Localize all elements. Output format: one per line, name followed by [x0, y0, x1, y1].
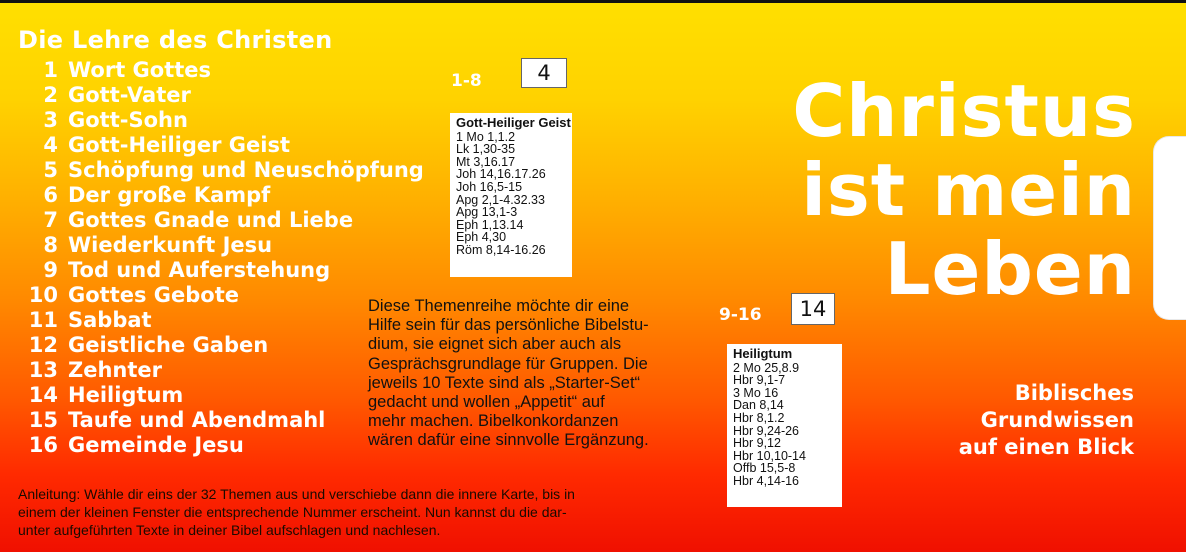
- topic-number: 12: [28, 333, 58, 357]
- description-line: Gesprächsgrundlage für Gruppen. Die: [368, 354, 648, 373]
- topic-label: Taufe und Abendmahl: [68, 408, 326, 432]
- topic-label: Gottes Gnade und Liebe: [68, 208, 354, 232]
- main-title-line: Christus: [792, 69, 1136, 153]
- topic-item: [18, 158, 424, 183]
- description-line: dium, sie eignet sich aber auch als: [368, 335, 622, 354]
- card-title-left: Gott-Heiliger Geist: [456, 115, 571, 130]
- topic-number: 4: [43, 133, 58, 157]
- topic-label: Tod und Auferstehung: [68, 258, 331, 282]
- bible-reference: Hbr 10,10-14: [733, 448, 806, 463]
- topic-item: [18, 133, 424, 158]
- topic-label: Heiligtum: [68, 383, 184, 407]
- bible-reference: Hbr 9,12: [733, 436, 781, 451]
- topic-number: 9: [43, 258, 58, 282]
- bible-reference: Dan 8,14: [733, 398, 784, 413]
- topic-item: [18, 308, 424, 333]
- topic-item: [18, 283, 424, 308]
- range-label-left: 1-8: [451, 71, 482, 91]
- topic-label: Geistliche Gaben: [68, 333, 269, 357]
- main-title: [792, 69, 1136, 311]
- topic-item: [18, 358, 424, 383]
- topic-item: [18, 108, 424, 133]
- topic-label: Sabbat: [68, 308, 152, 332]
- topic-item: [18, 83, 424, 108]
- number-window-right: 14: [791, 293, 835, 325]
- topic-number: 14: [28, 383, 58, 407]
- topic-item: [18, 233, 424, 258]
- topic-number: 16: [28, 433, 58, 457]
- topic-label: Gott-Sohn: [68, 108, 188, 132]
- subtitle-line: Biblisches: [1014, 381, 1134, 405]
- topic-number: 6: [43, 183, 58, 207]
- topic-number: 10: [28, 283, 58, 307]
- bible-reference: Joh 14,16.17.26: [456, 167, 546, 182]
- bible-reference: Mt 3,16.17: [456, 154, 516, 169]
- topic-item: [18, 258, 424, 283]
- card-title-right: Heiligtum: [733, 346, 793, 361]
- topic-item: [18, 333, 424, 358]
- subtitle-line: Grundwissen: [980, 408, 1134, 432]
- bible-reference: Joh 16,5-15: [456, 179, 523, 194]
- bible-reference: Hbr 9,24-26: [733, 423, 800, 438]
- topic-number: 5: [43, 158, 58, 182]
- instruction-line: unter aufgeführten Texte in deiner Bibel aufschlagen und nachlesen.: [18, 522, 441, 538]
- subtitle-line: auf einen Blick: [958, 435, 1134, 459]
- series-description: [368, 297, 698, 451]
- top-edge-line: [0, 0, 1186, 3]
- topic-item: [18, 433, 424, 458]
- bible-reference: Röm 8,14-16.26: [456, 242, 546, 257]
- topic-item: [18, 58, 424, 83]
- reference-card-right: [727, 344, 842, 507]
- topic-item: [18, 208, 424, 233]
- main-title-line: ist mein: [801, 148, 1136, 232]
- topic-label: Gemeinde Jesu: [68, 433, 244, 457]
- topic-label: Gottes Gebote: [68, 283, 240, 307]
- description-line: jeweils 10 Texte sind als „Starter-Set“: [368, 373, 641, 392]
- topic-item: [18, 183, 424, 208]
- description-line: Hilfe sein für das persönliche Bibelstu-: [368, 316, 649, 335]
- bible-reference: 1 Mo 1,1.2: [456, 129, 516, 144]
- topic-label: Schöpfung und Neuschöpfung: [68, 158, 424, 182]
- topic-number: 7: [43, 208, 58, 232]
- list-title: Die Lehre des Christen: [18, 26, 333, 54]
- description-line: gedacht und wollen „Appetit“ auf: [368, 393, 605, 412]
- topic-label: Wiederkunft Jesu: [68, 233, 273, 257]
- bible-reference: Lk 1,30-35: [456, 142, 516, 157]
- bible-reference: Apg 2,1-4.32.33: [456, 192, 545, 207]
- main-title-line: Leben: [884, 227, 1136, 311]
- topic-number: 15: [28, 408, 58, 432]
- bible-reference: Hbr 4,14-16: [733, 473, 800, 488]
- reference-card-left: [450, 113, 572, 277]
- topic-label: Wort Gottes: [68, 58, 212, 82]
- topic-list: [18, 58, 424, 458]
- topic-label: Der große Kampf: [68, 183, 271, 207]
- bible-reference: Eph 1,13.14: [456, 217, 524, 232]
- topic-label: Gott-Vater: [68, 83, 191, 107]
- topic-item: [18, 408, 424, 433]
- subtitle: [959, 380, 1134, 461]
- topic-number: 1: [43, 58, 58, 82]
- topic-number: 8: [43, 233, 58, 257]
- bible-reference: Hbr 9,1-7: [733, 373, 786, 388]
- bible-reference: Offb 15,5-8: [733, 461, 796, 476]
- slide-card-tab[interactable]: [1153, 136, 1186, 320]
- description-line: mehr machen. Bibelkonkordanzen: [368, 412, 619, 431]
- bible-reference: Eph 4,30: [456, 230, 507, 245]
- description-line: wären dafür eine sinnvolle Ergänzung.: [368, 431, 649, 450]
- topic-number: 11: [28, 308, 58, 332]
- instruction-line: Anleitung: Wähle dir eins der 32 Themen aus und verschiebe dann die innere Karte, bis in: [18, 486, 575, 502]
- description-line: Diese Themenreihe möchte dir eine: [368, 297, 630, 315]
- topic-number: 13: [28, 358, 58, 382]
- topic-label: Zehnter: [68, 358, 163, 382]
- topic-number: 2: [43, 83, 58, 107]
- bible-reference: Apg 13,1-3: [456, 205, 518, 220]
- topic-item: [18, 383, 424, 408]
- number-window-left: 4: [521, 58, 567, 88]
- bible-reference: Hbr 8,1.2: [733, 410, 785, 425]
- topic-label: Gott-Heiliger Geist: [68, 133, 291, 157]
- instructions-text: [18, 485, 738, 539]
- bible-reference: 2 Mo 25,8.9: [733, 360, 800, 375]
- bible-reference: 3 Mo 16: [733, 385, 779, 400]
- topic-number: 3: [43, 108, 58, 132]
- instruction-line: einem der kleinen Fenster die entsprechende Nummer erscheint. Nun kannst du die dar-: [18, 504, 567, 520]
- range-label-right: 9-16: [719, 305, 762, 325]
